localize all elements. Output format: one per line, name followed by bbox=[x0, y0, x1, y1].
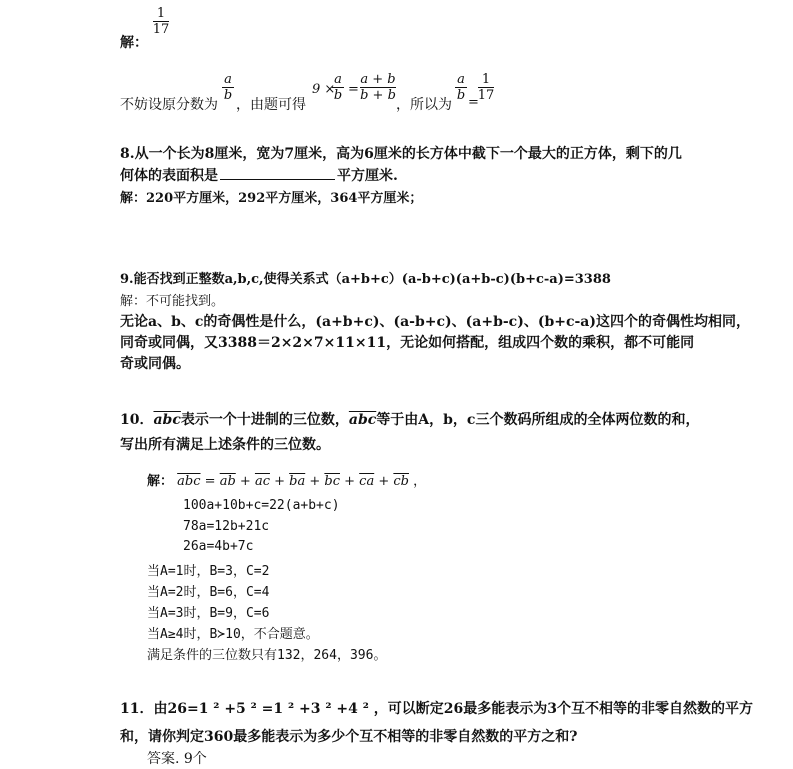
q10-line-2: 写出所有满足上述条件的三位数。 bbox=[120, 437, 330, 453]
q10-step-3: 26a=4b+7c bbox=[183, 539, 254, 554]
fraction-aplusb-over-bplusb: a + b b + b bbox=[360, 72, 396, 103]
q11-answer: 答案. 9个 bbox=[147, 751, 207, 767]
q8-answer: 解：220平方厘米，292平方厘米，364平方厘米； bbox=[120, 191, 423, 206]
q10-equation: 解： $\overline{abc} = \overline{ab} + \overline{ac} + \overline{ba} + \overline{bc} + \overline{ca} + \overline{cb}$ ， bbox=[147, 474, 427, 489]
fraction-a-b-2: a b bbox=[333, 72, 343, 103]
solution-label-top: 解： bbox=[120, 35, 148, 51]
fraction-denominator: 17 bbox=[152, 22, 170, 37]
q9-explanation-2: 同奇或同偶，又3388＝2×2×7×11×11，无论如何搭配，组成四个数的乘积，都不可能同 bbox=[120, 335, 695, 351]
assume-text: 不妨设原分数为 bbox=[120, 97, 218, 113]
fraction-1-17-top bbox=[153, 6, 169, 37]
q9-explanation-3: 奇或同偶。 bbox=[120, 356, 190, 372]
fraction-1-17-result: 1 17 bbox=[477, 72, 495, 103]
q11-line-2: 和，请你判定360最多能表示为多少个互不相等的非零自然数的平方之和? bbox=[120, 729, 578, 745]
q10-step-1: 100a+10b+c=22(a+b+c) bbox=[183, 498, 340, 513]
equation-equals: = bbox=[348, 82, 359, 97]
fraction-a-b-1: a b bbox=[223, 72, 233, 103]
therefore-text: ，所以为 bbox=[396, 97, 452, 113]
q10-line-1: 10．$\overline{abc}$表示一个十进制的三位数，$\overline{abc}$等于由A，b，c三个数码所组成的全体两位数的和， bbox=[120, 412, 700, 428]
q8-line-1: 8.从一个长为8厘米，宽为7厘米，高为6厘米的长方体中截下一个最大的正方体，剩下的几 bbox=[120, 146, 682, 162]
equation-prefix: 9 × bbox=[312, 82, 336, 97]
q10-step-2: 78a=12b+21c bbox=[183, 519, 270, 534]
q10-case-2: 当A=2时，B=6，C=4 bbox=[147, 585, 270, 600]
given-text: ，由题可得 bbox=[236, 97, 306, 113]
abc-overline-2: $\overline{abc}$ bbox=[348, 412, 377, 428]
q10-case-3: 当A=3时，B=9，C=6 bbox=[147, 606, 270, 621]
q9-line-1: 9.能否找到正整数a,b,c,使得关系式（a+b+c）(a-b+c)(a+b-c)(b+c-a)=3388 bbox=[120, 272, 611, 287]
q10-conclusion: 满足条件的三位数只有132，264，396。 bbox=[147, 648, 387, 663]
fraction-a-b-3: a b bbox=[456, 72, 466, 103]
answer-blank bbox=[220, 167, 335, 180]
q11-line-1: 11．由26=1 ² +5 ² =1 ² +3 ² +4 ² ，可以断定26最多能表示为3个互不相等的非零自然数的平方 bbox=[120, 701, 753, 717]
q8-line-2: 何体的表面积是 平方厘米. bbox=[120, 168, 398, 184]
fraction-numerator: 1 bbox=[156, 6, 166, 21]
q9-answer: 解：不可能找到。 bbox=[120, 294, 225, 309]
q10-case-4: 当A≥4时，B≻10，不合题意。 bbox=[147, 627, 319, 642]
q10-case-1: 当A=1时，B=3，C=2 bbox=[147, 564, 270, 579]
abc-overline: $\overline{abc}$ bbox=[153, 412, 181, 428]
result-equals: = bbox=[468, 95, 479, 110]
q9-explanation-1: 无论a、b、c的奇偶性是什么，(a+b+c)、(a-b+c)、(a+b-c)、(b+c-a)这四个的奇偶性均相同， bbox=[120, 314, 750, 330]
